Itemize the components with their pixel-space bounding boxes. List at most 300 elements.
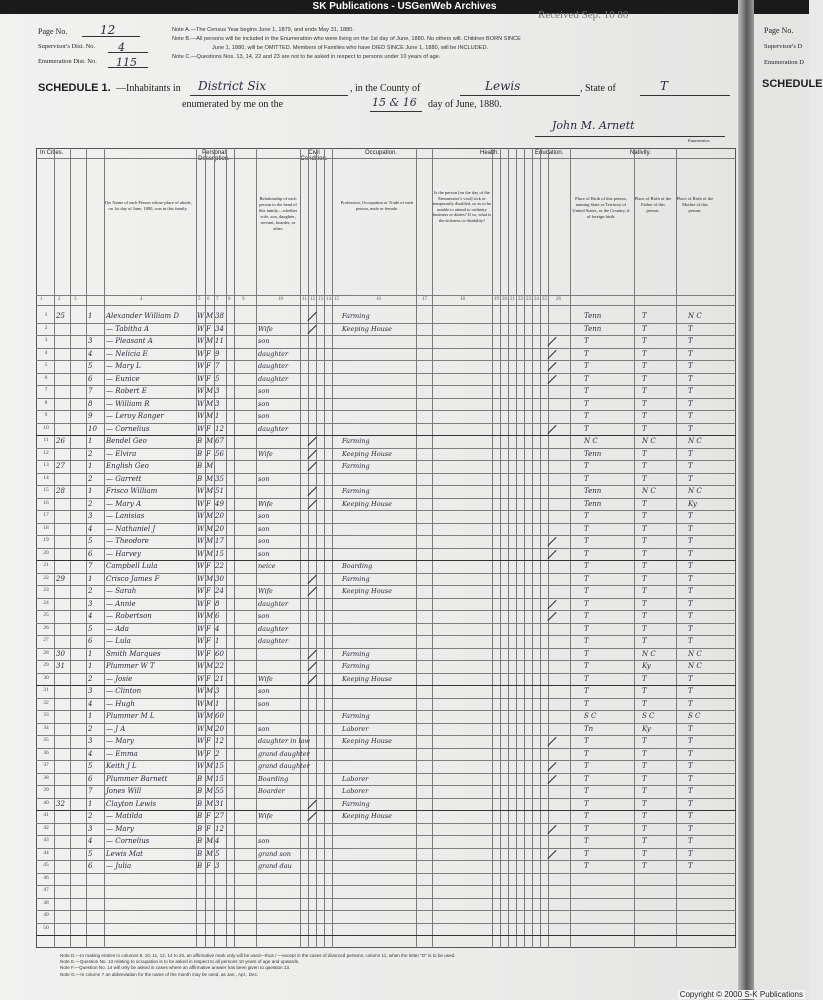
county-label: , in the County of — [350, 83, 421, 94]
family-number: 1 — [88, 799, 93, 808]
person-color: W — [197, 512, 205, 520]
person-sex: F — [206, 637, 211, 645]
father-birthplace: S C — [642, 712, 655, 720]
column-number: 15 — [334, 297, 339, 302]
father-birthplace: T — [642, 674, 647, 683]
father-birthplace: T — [642, 787, 647, 795]
person-occupation: Farming — [342, 462, 370, 470]
person-name: — Clinton — [106, 687, 142, 695]
dwelling-number: 30 — [56, 649, 65, 658]
person-occupation: Farming — [342, 574, 370, 583]
mother-birthplace: T — [688, 549, 693, 558]
note-line: Note G.—In column 7 an abbreviation for the name of the month may be used, as Jan., Apr., Dec. — [60, 971, 259, 977]
family-number: 1 — [88, 437, 93, 445]
row-number: 22 — [43, 574, 49, 581]
column-number: 13 — [318, 297, 323, 302]
person-age: 31 — [215, 799, 224, 808]
person-name: — Cornelius — [106, 424, 150, 433]
mother-birthplace: T — [688, 562, 693, 570]
person-age: 34 — [215, 324, 224, 333]
person-sex: M — [206, 774, 214, 783]
mother-birthplace: T — [688, 524, 693, 533]
person-name: — Ada — [106, 624, 129, 633]
dwelling-number: 31 — [56, 662, 65, 670]
person-relationship: son — [258, 412, 270, 420]
person-name: — Theodore — [106, 537, 149, 545]
person-occupation: Laborer — [342, 787, 369, 795]
person-age: 15 — [215, 774, 224, 783]
person-color: W — [197, 687, 205, 695]
person-relationship: daughter — [258, 599, 289, 608]
person-sex: F — [206, 624, 211, 633]
father-birthplace: T — [642, 499, 647, 508]
person-color: W — [197, 737, 205, 745]
note-line: Note B.—All persons will be included in the Enumeration who were living on the 1st day of June, 1880. No others will. Children BORN SINCE — [172, 36, 521, 42]
person-age: 2 — [215, 749, 220, 758]
father-birthplace: T — [642, 862, 647, 870]
birthplace: T — [584, 687, 589, 695]
father-birthplace: T — [642, 424, 647, 433]
mother-birthplace: S C — [688, 712, 701, 720]
birthplace: T — [584, 862, 589, 870]
person-age: 55 — [215, 787, 224, 795]
person-name: — Josie — [106, 674, 133, 683]
family-number: 4 — [88, 699, 93, 708]
person-name: — Lanisias — [106, 512, 145, 520]
mother-birthplace: N C — [688, 437, 702, 445]
mother-birthplace: N C — [688, 487, 702, 495]
person-relationship: daughter — [258, 362, 289, 370]
person-occupation: Boarding — [342, 562, 373, 570]
person-age: 27 — [215, 812, 224, 820]
father-birthplace: Ky — [642, 724, 651, 733]
birthplace: T — [584, 399, 589, 408]
person-name: Plummer M L — [106, 712, 155, 720]
mother-birthplace: T — [688, 462, 693, 470]
family-number: 1 — [88, 462, 93, 470]
person-color: W — [197, 749, 205, 758]
person-name: Crisco James F — [106, 574, 160, 583]
birthplace: T — [584, 849, 589, 858]
father-birthplace: T — [642, 312, 647, 320]
state-value: T — [660, 79, 669, 93]
family-number: 3 — [88, 824, 93, 833]
person-occupation: Farming — [342, 712, 370, 720]
father-birthplace: T — [642, 612, 647, 620]
enumeration-value: 115 — [116, 56, 137, 69]
family-number: 2 — [88, 724, 93, 733]
person-age: 30 — [215, 574, 224, 583]
person-color: W — [197, 399, 205, 408]
header-birth: Place of Birth of this person, naming State or Territory of United States, or the Country, if of foreign birth. — [572, 196, 630, 219]
column-number: 23 — [526, 297, 531, 302]
person-age: 20 — [215, 524, 224, 533]
mother-birthplace: T — [688, 724, 693, 733]
column-number: 19 — [494, 297, 499, 302]
row-number: 34 — [43, 724, 49, 731]
father-birthplace: T — [642, 362, 647, 370]
person-occupation: Keeping House — [342, 674, 392, 683]
row-number: 28 — [43, 649, 49, 656]
person-age: 12 — [215, 424, 224, 433]
dwelling-number: 29 — [56, 574, 65, 583]
father-birthplace: T — [642, 587, 647, 595]
birthplace: T — [584, 362, 589, 370]
family-number: 6 — [88, 549, 93, 558]
row-number: 36 — [43, 749, 49, 756]
person-relationship: son — [258, 399, 270, 408]
column-number: 2 — [58, 297, 61, 302]
row-number: 23 — [43, 587, 49, 593]
person-relationship: son — [258, 687, 270, 695]
person-color: W — [197, 624, 205, 633]
family-number: 5 — [88, 762, 93, 770]
person-name: — Eunice — [106, 374, 140, 383]
mother-birthplace: T — [688, 474, 693, 483]
person-sex: M — [206, 312, 214, 320]
mother-birthplace: T — [688, 637, 693, 645]
row-number: 42 — [43, 824, 49, 831]
father-birthplace: T — [642, 824, 647, 833]
person-sex: F — [206, 362, 211, 370]
birthplace: T — [584, 662, 589, 670]
person-age: 20 — [215, 512, 224, 520]
birthplace: T — [584, 637, 589, 645]
birthplace: T — [584, 512, 589, 520]
column-number: 17 — [422, 297, 427, 302]
adjacent-page — [754, 14, 823, 1000]
person-relationship: son — [258, 512, 270, 520]
person-sex: M — [206, 837, 214, 845]
row-number: 15 — [43, 487, 49, 493]
mother-birthplace: T — [688, 349, 693, 358]
father-birthplace: T — [642, 537, 647, 545]
row-number: 38 — [43, 774, 49, 781]
person-sex: F — [206, 424, 211, 433]
mother-birthplace: T — [688, 324, 693, 333]
father-birthplace: T — [642, 512, 647, 520]
person-sex: F — [206, 324, 211, 333]
person-color: W — [197, 674, 205, 683]
person-sex: M — [206, 399, 214, 408]
person-name: — Elvira — [106, 449, 137, 458]
row-number: 17 — [43, 512, 49, 518]
person-relationship: daughter — [258, 624, 289, 633]
birthplace: T — [584, 524, 589, 533]
mother-birthplace: T — [688, 812, 693, 820]
row-number: 40 — [43, 799, 49, 806]
note-line: Note E.—Question No. 13 relating to occupation is to be asked in respect to all persons 10 years of age and upwards. — [60, 959, 300, 965]
birthplace: T — [584, 587, 589, 595]
birthplace: T — [584, 474, 589, 483]
birthplace: S C — [584, 712, 597, 720]
row-number: 5 — [44, 362, 48, 368]
person-color: W — [197, 762, 205, 770]
family-number: 9 — [88, 412, 93, 420]
family-number: 5 — [88, 624, 93, 633]
person-name: Smith Marques — [106, 649, 161, 658]
father-birthplace: T — [642, 624, 647, 633]
person-name: — J A — [106, 724, 126, 733]
person-age: 35 — [215, 474, 224, 483]
person-color: B — [197, 799, 203, 808]
person-color: W — [197, 662, 205, 670]
header-father-birth: Place of Birth of the Father of this person. — [634, 196, 672, 213]
note-line: Note D.—In making entries in columns 9, 10, 11, 12, 14 to 20, an affirmative mark only will be used—thus / —except in the cases of divorced persons, column 11, when the letter "D" is to be used. — [60, 953, 456, 958]
father-birthplace: T — [642, 524, 647, 533]
mother-birthplace: T — [688, 674, 693, 683]
person-occupation: Farming — [342, 649, 370, 658]
mother-birthplace: T — [688, 587, 693, 595]
person-name: — Lula — [106, 637, 131, 645]
family-number: 1 — [88, 649, 93, 658]
person-name: — Pleasant A — [106, 337, 153, 345]
row-number: 32 — [43, 699, 49, 706]
person-age: 6 — [215, 612, 220, 620]
person-age: 56 — [215, 449, 224, 458]
family-number: 1 — [88, 712, 93, 720]
person-name: — Sarah — [106, 587, 137, 595]
family-number: 1 — [88, 574, 93, 583]
mother-birthplace: T — [688, 374, 693, 383]
family-number: 4 — [88, 349, 93, 358]
father-birthplace: N C — [642, 487, 656, 495]
person-color: W — [197, 524, 205, 533]
family-number: 2 — [88, 449, 93, 458]
person-color: W — [197, 412, 205, 420]
row-number: 30 — [43, 674, 49, 681]
row-number: 12 — [43, 449, 49, 456]
person-sex: F — [206, 749, 211, 758]
person-color: B — [197, 849, 203, 858]
person-age: 12 — [215, 737, 224, 745]
person-occupation: Farming — [342, 487, 370, 495]
row-number: 46 — [43, 874, 49, 881]
mother-birthplace: T — [688, 837, 693, 845]
birthplace: T — [584, 374, 589, 383]
person-color: W — [197, 537, 205, 545]
mother-birthplace: T — [688, 624, 693, 633]
father-birthplace: T — [642, 637, 647, 645]
row-number: 43 — [43, 837, 49, 843]
person-color: B — [197, 449, 203, 458]
note-line: Note A.—The Census Year begins June 1, 1879, and ends May 31, 1880. — [172, 27, 354, 33]
person-occupation: Farming — [342, 437, 370, 445]
family-number: 10 — [88, 424, 97, 433]
person-age: 60 — [215, 712, 224, 720]
family-number: 7 — [88, 387, 93, 395]
person-name: Jones Will — [106, 787, 142, 795]
mother-birthplace: T — [688, 512, 693, 520]
person-name: Frisco William — [106, 487, 158, 495]
adj-supervisor: Supervisor's D — [764, 43, 803, 50]
state-label: , State of — [580, 83, 616, 94]
person-sex: M — [206, 762, 214, 770]
person-color: W — [197, 337, 205, 345]
person-age: 3 — [215, 687, 220, 695]
birthplace: T — [584, 612, 589, 620]
person-occupation: Keeping House — [342, 324, 392, 333]
person-color: W — [197, 487, 205, 495]
group-education: Education. — [535, 150, 564, 156]
family-number: 4 — [88, 612, 93, 620]
mother-birthplace: N C — [688, 662, 702, 670]
column-number: 5 — [198, 297, 201, 302]
person-sex: F — [206, 562, 211, 570]
column-number: 16 — [376, 297, 381, 302]
column-number: 11 — [302, 297, 307, 302]
person-color: W — [197, 699, 205, 708]
row-number: 49 — [43, 912, 49, 918]
family-number: 4 — [88, 524, 93, 533]
row-number: 41 — [43, 812, 49, 818]
mother-birthplace: T — [688, 849, 693, 858]
birthplace: T — [584, 462, 589, 470]
person-sex: M — [206, 512, 214, 520]
person-relationship: son — [258, 337, 270, 345]
row-number: 7 — [44, 387, 48, 393]
person-name: Alexander William D — [106, 312, 179, 320]
person-occupation: Farming — [342, 662, 370, 670]
birthplace: T — [584, 574, 589, 583]
birthplace: T — [584, 699, 589, 708]
person-color: W — [197, 612, 205, 620]
person-age: 3 — [215, 399, 220, 408]
person-name: — Emma — [106, 749, 138, 758]
row-number: 16 — [43, 499, 49, 506]
birthplace: T — [584, 749, 589, 758]
person-age: 4 — [215, 624, 220, 633]
book-gutter — [738, 0, 754, 1000]
person-color: W — [197, 349, 205, 358]
mother-birthplace: T — [688, 762, 693, 770]
birthplace: T — [584, 799, 589, 808]
person-name: English Geo — [106, 462, 149, 470]
day-value: 15 & 16 — [372, 96, 417, 109]
county-value: Lewis — [485, 79, 521, 93]
row-number: 48 — [43, 899, 49, 906]
person-name: — Nelicia E — [106, 349, 148, 358]
column-number: 8 — [228, 297, 231, 302]
person-age: 12 — [215, 824, 224, 833]
father-birthplace: T — [642, 574, 647, 583]
person-color: B — [197, 824, 203, 833]
person-relationship: Boarding — [258, 774, 289, 783]
birthplace: T — [584, 537, 589, 545]
mother-birthplace: T — [688, 399, 693, 408]
column-number: 21 — [510, 297, 515, 302]
person-sex: M — [206, 799, 214, 808]
person-sex: M — [206, 787, 214, 795]
person-relationship: grand daughter — [258, 762, 310, 770]
mother-birthplace: T — [688, 412, 693, 420]
person-sex: M — [206, 687, 214, 695]
row-number: 39 — [43, 787, 49, 793]
person-age: 38 — [215, 312, 224, 320]
person-name: — Mary A — [106, 499, 142, 508]
person-age: 9 — [215, 349, 220, 358]
column-number: 4 — [140, 297, 143, 302]
row-number: 27 — [43, 637, 49, 643]
birthplace: Tn — [584, 724, 594, 733]
family-number: 3 — [88, 687, 93, 695]
mother-birthplace: Ky — [688, 499, 697, 508]
row-number: 47 — [43, 887, 49, 893]
person-sex: F — [206, 674, 211, 683]
row-number: 4 — [44, 349, 48, 356]
received-stamp: Received Sep. 10 80 — [538, 9, 629, 21]
family-number: 1 — [88, 662, 93, 670]
mother-birthplace: T — [688, 612, 693, 620]
father-birthplace: T — [642, 849, 647, 858]
person-sex: F — [206, 374, 211, 383]
person-relationship: son — [258, 699, 270, 708]
person-age: 20 — [215, 724, 224, 733]
father-birthplace: T — [642, 449, 647, 458]
mother-birthplace: T — [688, 574, 693, 583]
person-relationship: neice — [258, 562, 276, 570]
person-relationship: daughter — [258, 637, 289, 645]
row-number: 3 — [44, 337, 48, 343]
birthplace: T — [584, 737, 589, 745]
row-number: 37 — [43, 762, 49, 768]
person-sex: M — [206, 537, 214, 545]
person-sex: M — [206, 474, 214, 483]
person-age: 3 — [215, 387, 220, 395]
group-in-cities: In Cities. — [40, 150, 64, 156]
row-number: 13 — [43, 462, 49, 468]
family-number: 1 — [88, 312, 93, 320]
birthplace: T — [584, 349, 589, 358]
father-birthplace: T — [642, 699, 647, 708]
person-name: Campbell Lula — [106, 562, 158, 570]
person-sex: F — [206, 349, 211, 358]
column-number: 6 — [207, 297, 210, 302]
row-number: 24 — [43, 599, 49, 606]
row-number: 9 — [44, 412, 48, 418]
father-birthplace: T — [642, 374, 647, 383]
family-number: 7 — [88, 787, 93, 795]
person-name: Plummer W T — [106, 662, 155, 670]
father-birthplace: T — [642, 599, 647, 608]
person-color: W — [197, 562, 205, 570]
group-nativity: Nativity. — [630, 150, 651, 156]
person-sex: F — [206, 812, 211, 820]
column-number: 7 — [216, 297, 219, 302]
father-birthplace: T — [642, 774, 647, 783]
person-sex: M — [206, 387, 214, 395]
person-relationship: daughter — [258, 424, 289, 433]
family-number: 2 — [88, 587, 93, 595]
person-name: Plummer Barnett — [106, 774, 168, 783]
column-number: 20 — [502, 297, 507, 302]
schedule-label: SCHEDULE 1. — [38, 82, 111, 94]
dwelling-number: 26 — [56, 437, 65, 445]
mother-birthplace: T — [688, 424, 693, 433]
person-age: 24 — [215, 587, 224, 595]
person-age: 4 — [215, 837, 220, 845]
mother-birthplace: N C — [688, 649, 702, 658]
person-color: B — [197, 787, 203, 795]
corner-letter: D. — [8, 6, 18, 17]
person-color: B — [197, 837, 203, 845]
person-occupation: Keeping House — [342, 499, 392, 508]
header-health: Is the person [on the day of the Enumerator's visit] sick or temporarily disabled, so as to be unable to attend to ordinary business or duties? If so, what is the sickness or disability? — [432, 190, 492, 223]
mother-birthplace: T — [688, 774, 693, 783]
page-no-value: 12 — [100, 23, 116, 37]
row-number: 25 — [43, 612, 49, 618]
family-number: 6 — [88, 862, 93, 870]
